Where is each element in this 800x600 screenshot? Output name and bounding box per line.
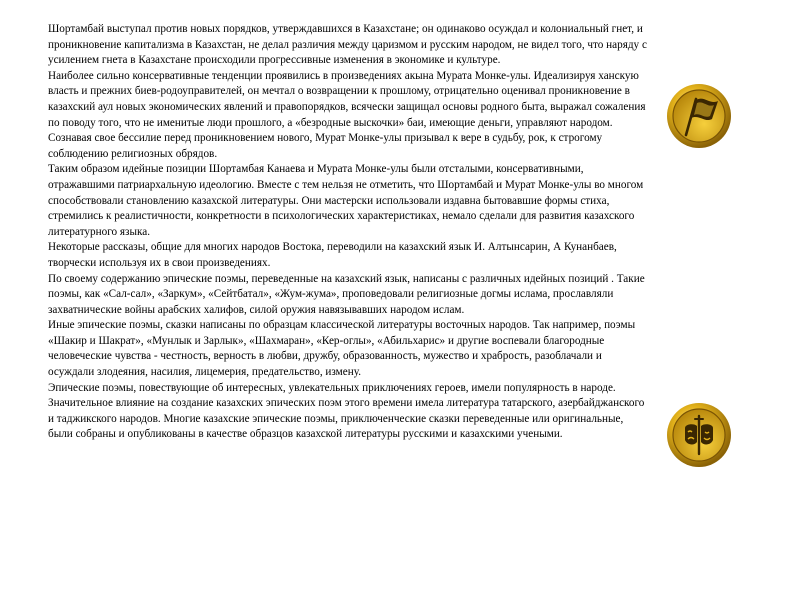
paragraph-1: Шортамбай выступал против новых порядков, утверждавшихся в Казахстане; он одинаково осуждал и колониальный гнет, и проникновение капитализма в Казахстан, не делал различия между царизмом и русским народом, не видел того, что наряду с усилением гнета в Казахстане происходили прогрессивные изменения в экономике и культуре. (48, 23, 647, 67)
paragraph-6: Иные эпические поэмы, сказки написаны по образцам классической литературы восточных народов. Так например, поэмы «Шакир и Шакрат», «Мунлык и Зарлык», «Шахмаран», «Кер-оглы», «Абильхарис» и другие воспевали благородные человеческие чувства - честность, верность в любви, дружбу, образованность, мужество и храбрость, разоблачали и осуждали злодеяния, насилия, лицемерия, предательство, измену. (48, 319, 636, 379)
paragraph-5: По своему содержанию эпические поэмы, переведенные на казахский язык, написаны с различных идейных позиций . Такие поэмы, как «Сал-сал», «Заркум», «Сейтбатал», «Жум-жума», проповедовали религиозные догмы ислама, прославляли захватнические войны арабских халифов, силой оружия навязывавших народом ислам. (48, 272, 645, 316)
paragraph-4: Некоторые рассказы, общие для многих народов Востока, переводили на казахский язык И. Алтынсарин, А Кунанбаев, творчески используя их в свои произведениях. (48, 241, 617, 269)
flag-coin-icon (666, 83, 732, 149)
paragraph-2: Наиболее сильно консервативные тенденции проявились в произведениях акына Мурата Монке-улы. Идеализируя ханскую власть и прежних биев-родоуправителей, он мечтал о возвращении к прошлому, отрицательно оценивал проникновение в казахский аул новых экономических явлений и правопорядков, всячески защищал основы родного быта, выражал сожаления по поводу того, что не именитые люди прошлого, а «безродные выскочки» баи, имеющие деньги, управляют народом. Сознавая свое бессилие перед проникновением нового, Мурат Монке-улы призывал к вере в судьбу, рок, к строгому соблюдению религиозных обрядов. (48, 69, 646, 160)
paragraph-7: Эпические поэмы, повествующие об интересных, увлекательных приключениях героев, имели популярность в народе. Значительное влияние на создание казахских эпических поэм этого времени имела литература татарского, азербайджанского и таджикского народов. Многие казахские эпические поэмы, приключенческие сказки переведенные или оригинальные, были собраны и опубликованы в качестве образцов казахской литературы русскими и казахскими учеными. (48, 381, 645, 441)
comedy-tragedy-masks-coin-icon (666, 402, 732, 468)
paragraph-3: Таким образом идейные позиции Шортамбая Канаева и Мурата Монке-улы были отсталыми, консервативными, отражавшими патриархальную идеологию. Вместе с тем нельзя не отметить, что Шортамбай и Мурат Монке-улы во многом способствовали становлению казахской литературы. Они мастерски использовали издавна бытовавшие формы стиха, стремились к реалистичности, конкретности в психологических характеристиках, немало сделали для развития казахского литературного языка. (48, 163, 644, 238)
article-text (48, 22, 648, 443)
